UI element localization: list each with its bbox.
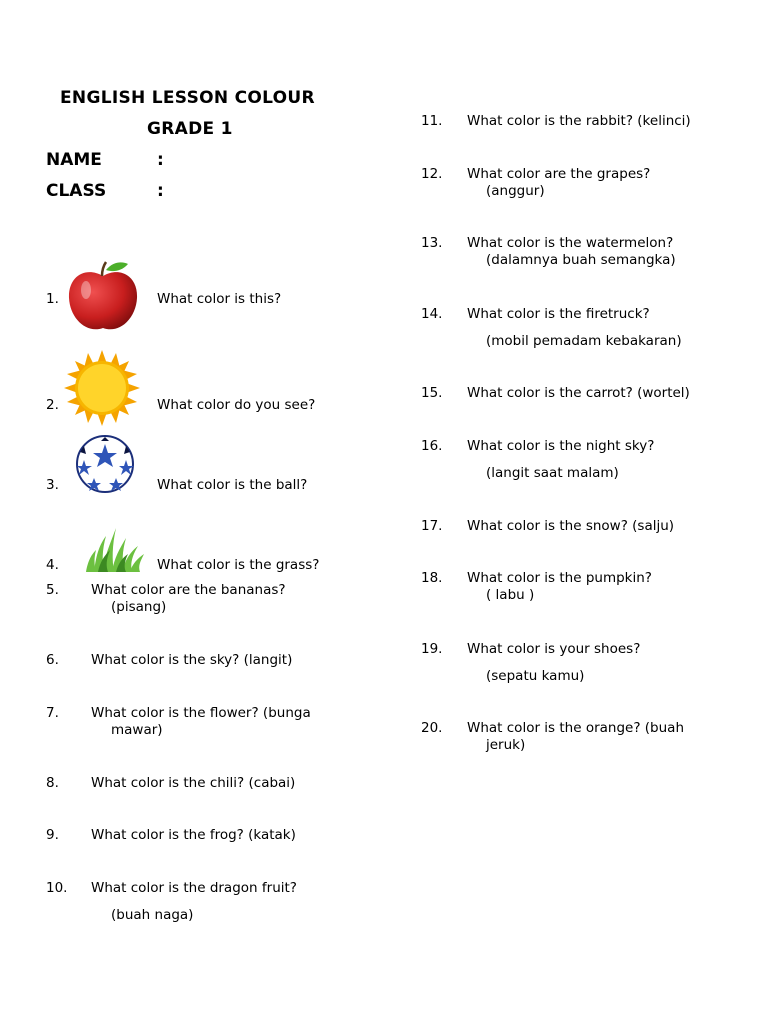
- question-number: 9.: [46, 827, 59, 843]
- question-text: What color do you see?: [157, 397, 316, 413]
- question-number: 16.: [421, 438, 443, 454]
- question-translation: ( labu ): [486, 587, 535, 603]
- question-text: What color is the frog? (katak): [91, 827, 296, 843]
- question-number: 1.: [46, 291, 59, 307]
- question-text: What color is the pumpkin?: [467, 570, 652, 586]
- question-text: What color is the grass?: [157, 557, 320, 573]
- question-text: What color is the chili? (cabai): [91, 775, 296, 791]
- question-text: What color is the rabbit? (kelinci): [467, 113, 691, 129]
- apple-icon: [66, 258, 140, 334]
- question-number: 11.: [421, 113, 443, 129]
- ball-icon: [74, 434, 136, 494]
- question-translation: (dalamnya buah semangka): [486, 252, 676, 268]
- question-text: What color is the orange? (buah: [467, 720, 685, 736]
- question-number: 10.: [46, 880, 68, 896]
- question-number: 7.: [46, 705, 59, 721]
- question-text: What color is the snow? (salju): [467, 518, 675, 534]
- worksheet-title: ENGLISH LESSON COLOUR: [60, 88, 315, 108]
- class-colon: :: [157, 181, 164, 201]
- sun-icon: [64, 350, 140, 426]
- question-number: 12.: [421, 166, 443, 182]
- question-text: What color is the firetruck?: [467, 306, 650, 322]
- question-number: 13.: [421, 235, 443, 251]
- question-translation: (mobil pemadam kebakaran): [486, 333, 682, 349]
- question-translation: mawar): [111, 722, 163, 738]
- question-number: 19.: [421, 641, 443, 657]
- question-number: 15.: [421, 385, 443, 401]
- question-translation: (langit saat malam): [486, 465, 619, 481]
- question-text: What color are the bananas?: [91, 582, 286, 598]
- question-text: What color is the carrot? (wortel): [467, 385, 690, 401]
- question-text: What color is the dragon fruit?: [91, 880, 297, 896]
- question-text: What color are the grapes?: [467, 166, 651, 182]
- question-translation: (pisang): [111, 599, 167, 615]
- question-text: What color is the ball?: [157, 477, 308, 493]
- question-number: 2.: [46, 397, 59, 413]
- question-text: What color is the night sky?: [467, 438, 655, 454]
- class-label: CLASS: [46, 181, 107, 201]
- question-number: 18.: [421, 570, 443, 586]
- question-number: 4.: [46, 557, 59, 573]
- question-translation: (buah naga): [111, 907, 194, 923]
- grade-label: GRADE 1: [147, 119, 233, 139]
- question-text: What color is the flower? (bunga: [91, 705, 311, 721]
- question-text: What color is this?: [157, 291, 282, 307]
- question-text: What color is your shoes?: [467, 641, 641, 657]
- question-number: 5.: [46, 582, 59, 598]
- question-number: 20.: [421, 720, 443, 736]
- question-number: 6.: [46, 652, 59, 668]
- question-text: What color is the sky? (langit): [91, 652, 293, 668]
- name-label: NAME: [46, 150, 102, 170]
- question-translation: jeruk): [486, 737, 526, 753]
- question-number: 8.: [46, 775, 59, 791]
- grass-icon: [82, 524, 148, 572]
- question-number: 3.: [46, 477, 59, 493]
- question-number: 17.: [421, 518, 443, 534]
- name-colon: :: [157, 150, 164, 170]
- question-text: What color is the watermelon?: [467, 235, 674, 251]
- question-translation: (anggur): [486, 183, 545, 199]
- question-translation: (sepatu kamu): [486, 668, 585, 684]
- question-number: 14.: [421, 306, 443, 322]
